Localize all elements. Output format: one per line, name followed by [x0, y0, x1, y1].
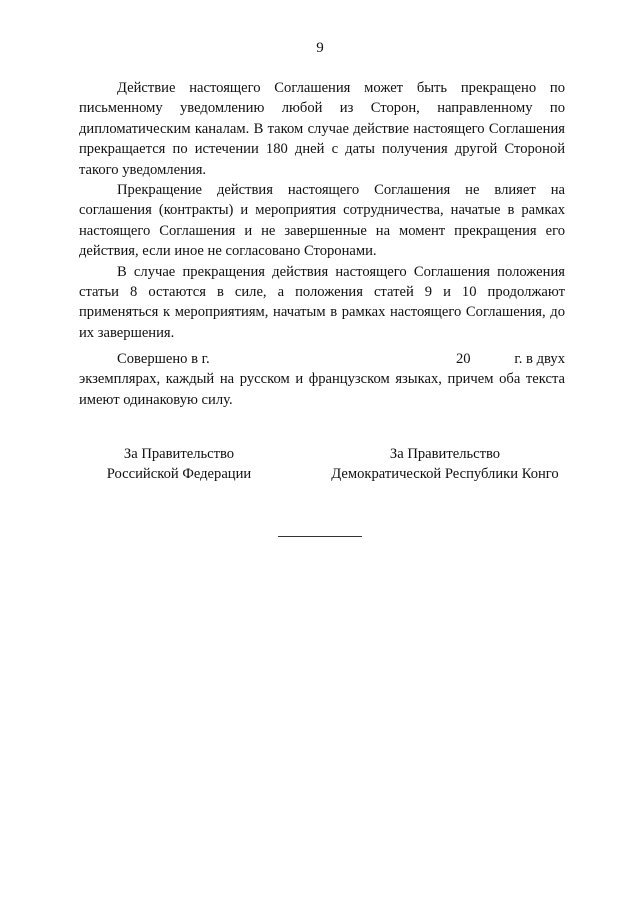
signature-left-line2: Российской Федерации — [106, 466, 252, 482]
done-in-clause — [79, 349, 565, 410]
done-in-start: Совершено в г. — [117, 351, 210, 367]
signature-right-line1: За Правительство — [389, 446, 501, 462]
paragraph-effect-of-termination: Прекращение действия настоящего Соглашения не влияет на соглашения (контракты) и мероприятия сотрудничества, начатые в рамках настоящего Соглашения и не завершенные на момент прекращения его действия, если иное не согласовано Сторонами. — [79, 182, 565, 260]
signature-right-line2: Демократической Республики Конго — [331, 466, 559, 482]
end-rule-divider — [278, 536, 362, 537]
signature-left-line1: За Правительство — [123, 446, 235, 462]
done-in-year: 20 — [456, 351, 471, 367]
done-in-first-line — [79, 349, 565, 369]
done-in-rest: экземплярах, каждый на русском и французском языках, причем оба текста имеют одинаковую силу. — [79, 371, 565, 408]
paragraph-surviving-provisions: В случае прекращения действия настоящего Соглашения положения статьи 8 остаются в силе, а положения статей 9 и 10 продолжают применяться к мероприятиям, начатым в рамках настоящего Соглашения, до их завершения. — [79, 263, 565, 341]
page-number: 9 — [316, 40, 324, 56]
paragraph-termination: Действие настоящего Соглашения может быть прекращено по письменному уведомлению любой из Сторон, направленному по дипломатическим каналам. В таком случае действие настоящего Соглашения прекращается по истечении 180 дней с даты получения другой Стороной такого уведомления. — [79, 80, 565, 178]
signature-block-congo — [325, 444, 565, 484]
signature-block-russia — [79, 444, 279, 484]
document-body — [79, 78, 565, 343]
done-in-end: г. в двух — [514, 351, 565, 367]
